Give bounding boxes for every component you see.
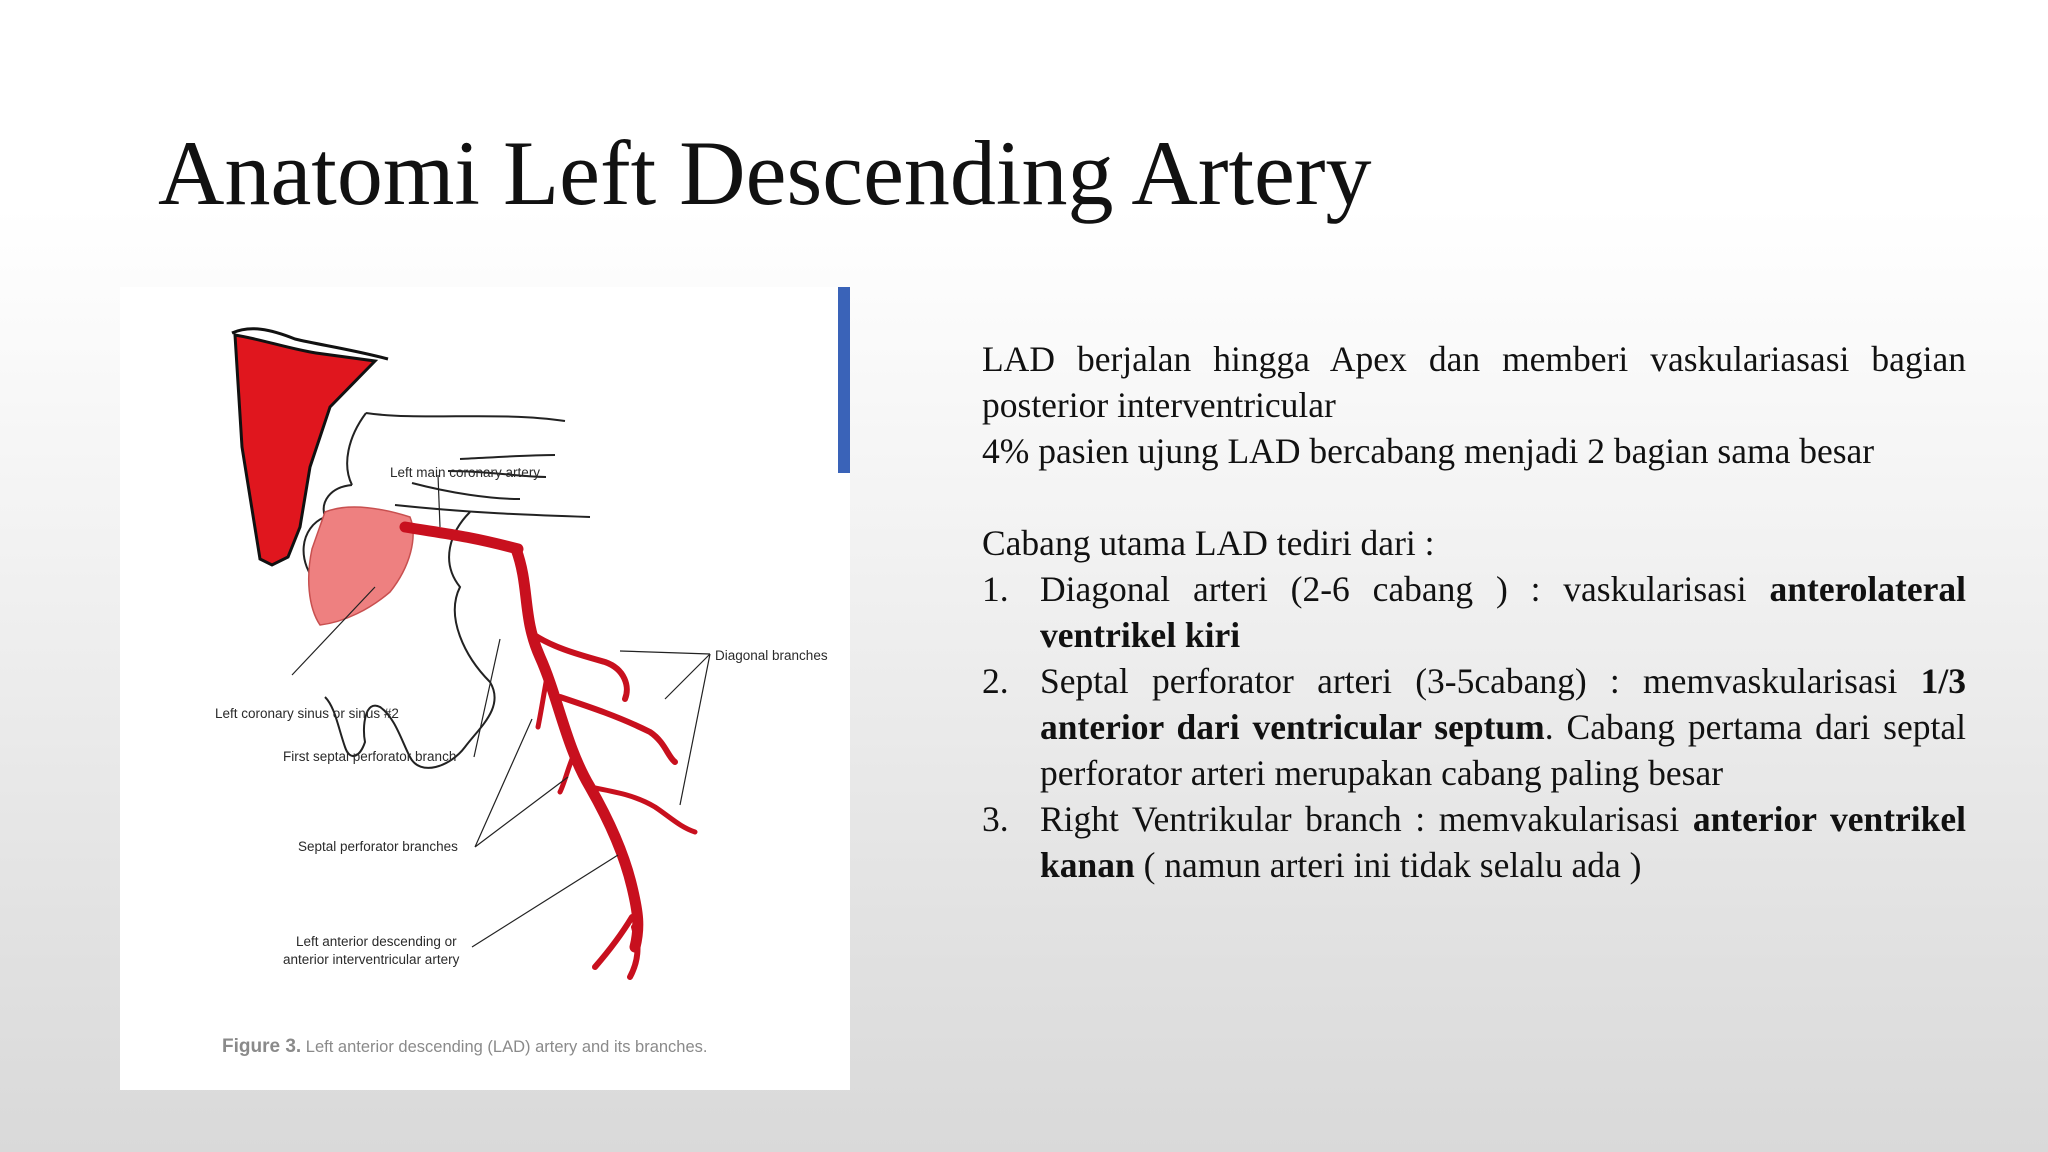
septal-branch-2 [560,752,575,792]
figure-caption [222,1036,832,1058]
label-diagonal: Diagonal branches [715,648,828,663]
list-item-text: Diagonal arteri (2-6 cabang ) : vaskularisasi [1040,569,1770,609]
leader-first-septal [474,639,500,757]
list-heading: Cabang utama LAD tediri dari : [982,523,1435,563]
leader-septal [475,719,568,847]
label-sinus: Left coronary sinus or sinus #2 [215,706,399,721]
caption-text: Left anterior descending (LAD) artery and its branches. [305,1038,708,1056]
list-item-number: 2. [982,661,1009,701]
list-item [982,566,1966,658]
anatomy-figure [120,287,850,1090]
slide-title: Anatomi Left Descending Artery [158,122,1372,224]
list-item-bold: 1/3 anterior dari ventricular septum [1040,661,1966,747]
list-item-bold: anterior ventrikel kanan [1040,799,1966,885]
lad-trunk [516,549,638,947]
branch-list [982,566,1966,888]
leader-diagonal [620,651,710,805]
intro-paragraph-2: 4% pasien ujung LAD bercabang menjadi 2 bagian sama besar [982,431,1875,471]
list-item-text-tail: . Cabang pertama dari septal perforator arteri merupakan cabang paling besar [1040,707,1966,793]
label-lad-line2: anterior interventricular artery [283,952,460,967]
list-item-text: Septal perforator arteri (3-5cabang) : memvaskularisasi [1040,661,1921,701]
list-item [982,658,1966,796]
list-item-bold: anterolateral ventrikel kiri [1040,569,1966,655]
label-septal-branches: Septal perforator branches [298,839,458,854]
lad-anatomy-illustration [120,287,850,1090]
caption-figure-number: Figure 3. [222,1036,302,1057]
leader-lad [472,855,618,947]
list-item-number: 1. [982,569,1009,609]
label-lad-line1: Left anterior descending or [296,934,457,949]
intro-paragraph-1: LAD berjalan hingga Apex dan memberi vaskulariasasi bagian posterior interventricular [982,339,1966,425]
adjacent-image-edge [838,287,850,473]
list-item-text-tail: ( namun arteri ini tidak selalu ada ) [1134,845,1642,885]
leader-left-main [438,475,440,527]
coronary-sinus [309,507,413,625]
label-left-main: Left main coronary artery [390,465,541,480]
list-item-text: Right Ventrikular branch : memvakularisasi [1040,799,1693,839]
list-item-number: 3. [982,799,1009,839]
left-main-artery [405,527,518,549]
slide-body-text [982,336,1966,888]
septal-branch-1 [538,672,548,727]
apex-branch-left [595,917,632,967]
list-item [982,796,1966,888]
label-first-septal: First septal perforator branch [283,749,457,764]
